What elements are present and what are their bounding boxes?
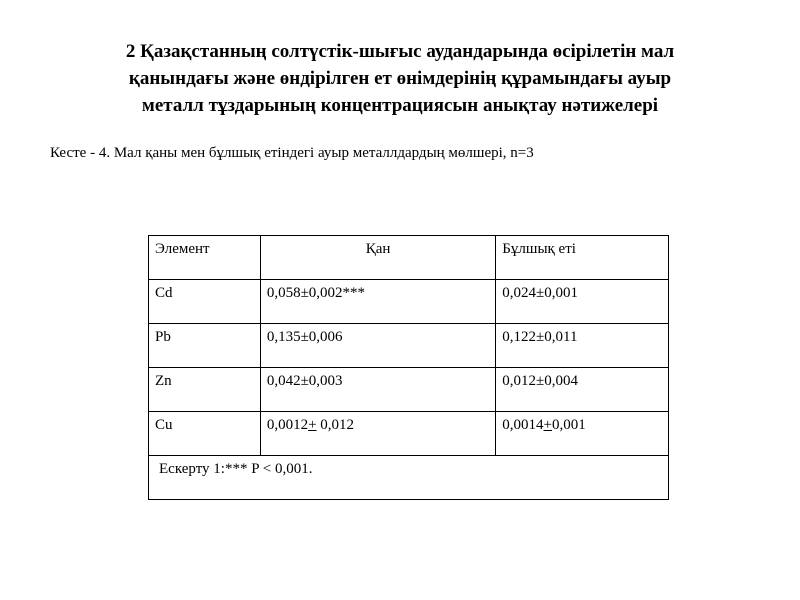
muscle-plus-minus: + xyxy=(543,417,553,433)
blood-value-b: 0,012 xyxy=(316,417,355,433)
cell-element: Cd xyxy=(149,280,261,324)
cell-blood xyxy=(260,412,495,456)
header-blood: Қан xyxy=(260,236,495,280)
table-row xyxy=(149,280,669,324)
title-line-2: қанындағы және өндірілген ет өнімдерінің құрамындағы ауыр xyxy=(128,68,672,89)
header-muscle: Бұлшық еті xyxy=(496,236,669,280)
cell-muscle: 0,122±0,011 xyxy=(496,324,669,368)
cell-blood: 0,135±0,006 xyxy=(260,324,495,368)
table-row xyxy=(149,412,669,456)
table-note: Ескерту 1:*** P < 0,001. xyxy=(149,456,669,500)
page-title xyxy=(40,38,760,119)
cell-element: Pb xyxy=(149,324,261,368)
header-element: Элемент xyxy=(149,236,261,280)
table-row xyxy=(149,368,669,412)
table-caption: Кесте - 4. Мал қаны мен бұлшық етіндегі ауыр металлдардың мөлшері, n=3 xyxy=(50,145,534,161)
muscle-value-b: 0,001 xyxy=(552,417,586,433)
table-header-row xyxy=(149,236,669,280)
blood-value-a: 0,0012 xyxy=(266,417,309,433)
title-line-1: 2 Қазақстанның солтүстік-шығыс аудандарында өсірілетін мал xyxy=(125,41,675,62)
cell-muscle: 0,012±0,004 xyxy=(496,368,669,412)
cell-element: Cu xyxy=(149,412,261,456)
heavy-metals-table xyxy=(148,235,669,500)
table-row xyxy=(149,324,669,368)
cell-muscle: 0,024±0,001 xyxy=(496,280,669,324)
table-note-row xyxy=(149,456,669,500)
cell-element: Zn xyxy=(149,368,261,412)
blood-plus-minus: + xyxy=(308,417,317,433)
cell-blood: 0,042±0,003 xyxy=(260,368,495,412)
muscle-value-a: 0,0014 xyxy=(502,417,544,433)
cell-blood: 0,058±0,002*** xyxy=(260,280,495,324)
title-line-3: металл тұздарының концентрациясын анықтау нәтижелері xyxy=(141,95,659,116)
cell-muscle xyxy=(496,412,669,456)
